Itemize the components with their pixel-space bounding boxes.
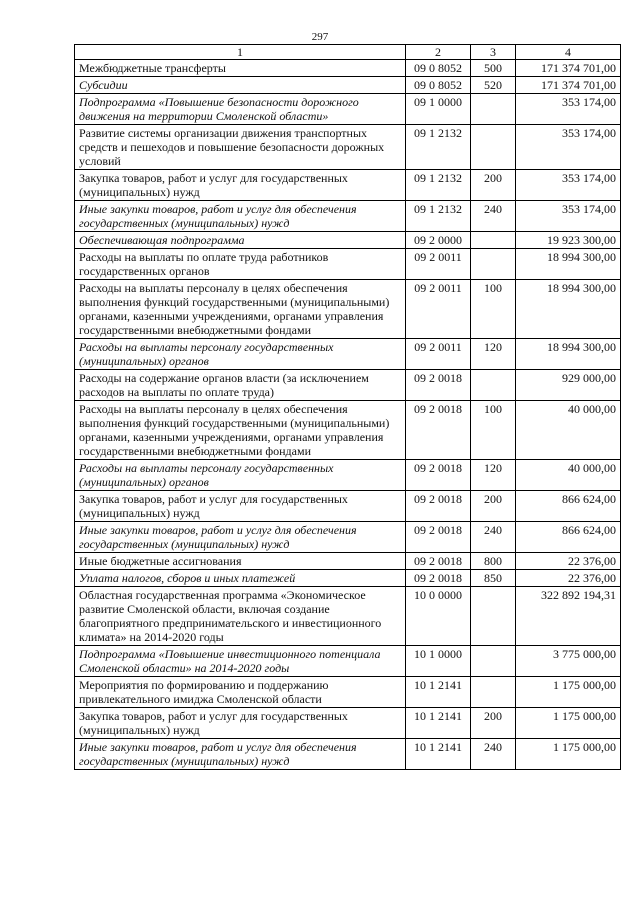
row-name-cell: Мероприятия по формированию и поддержанию привлекательного имиджа Смоленской области [75, 677, 406, 708]
row-amount-cell: 171 374 701,00 [516, 60, 621, 77]
table-row [75, 370, 621, 401]
table-body [75, 60, 621, 770]
row-name-cell: Уплата налогов, сборов и иных платежей [75, 570, 406, 587]
row-amount-cell: 22 376,00 [516, 553, 621, 570]
row-amount-cell: 1 175 000,00 [516, 708, 621, 739]
row-name-cell: Подпрограмма «Повышение инвестиционного потенциала Смоленской области» на 2014-2020 годы [75, 646, 406, 677]
row-amount-cell: 866 624,00 [516, 491, 621, 522]
row-code-cell: 09 2 0011 [406, 249, 471, 280]
row-type-cell [471, 677, 516, 708]
row-type-cell: 100 [471, 401, 516, 460]
row-name-cell: Иные закупки товаров, работ и услуг для обеспечения государственных (муниципальных) нужд [75, 201, 406, 232]
row-code-cell: 09 2 0018 [406, 370, 471, 401]
row-type-cell [471, 370, 516, 401]
table-header-row [75, 45, 621, 60]
row-amount-cell: 40 000,00 [516, 460, 621, 491]
row-code-cell: 09 2 0018 [406, 553, 471, 570]
row-amount-cell: 171 374 701,00 [516, 77, 621, 94]
row-amount-cell: 18 994 300,00 [516, 249, 621, 280]
table-row [75, 77, 621, 94]
row-code-cell: 09 0 8052 [406, 60, 471, 77]
row-type-cell [471, 587, 516, 646]
row-code-cell: 09 1 2132 [406, 170, 471, 201]
table-row [75, 280, 621, 339]
row-amount-cell: 18 994 300,00 [516, 339, 621, 370]
row-amount-cell: 353 174,00 [516, 170, 621, 201]
row-code-cell: 09 2 0011 [406, 339, 471, 370]
row-amount-cell: 353 174,00 [516, 125, 621, 170]
row-code-cell: 09 2 0011 [406, 280, 471, 339]
table-row [75, 94, 621, 125]
row-type-cell: 100 [471, 280, 516, 339]
row-name-cell: Закупка товаров, работ и услуг для государственных (муниципальных) нужд [75, 708, 406, 739]
row-name-cell: Межбюджетные трансферты [75, 60, 406, 77]
row-name-cell: Иные закупки товаров, работ и услуг для обеспечения государственных (муниципальных) нужд [75, 739, 406, 770]
row-code-cell: 09 1 2132 [406, 125, 471, 170]
row-name-cell: Расходы на выплаты персоналу в целях обеспечения выполнения функций государственными (муниципальными) органами, казенными учреждениями, органами управления государственными внебюджетными фондами [75, 401, 406, 460]
table-row [75, 201, 621, 232]
table-row [75, 460, 621, 491]
table-row [75, 125, 621, 170]
row-type-cell: 520 [471, 77, 516, 94]
row-name-cell: Субсидии [75, 77, 406, 94]
column-header-code: 2 [406, 45, 471, 60]
row-amount-cell: 353 174,00 [516, 201, 621, 232]
table-row [75, 249, 621, 280]
row-name-cell: Расходы на выплаты персоналу в целях обеспечения выполнения функций государственными (муниципальными) органами, казенными учреждениями, органами управления государственными внебюджетными фондами [75, 280, 406, 339]
table-row [75, 739, 621, 770]
row-amount-cell: 18 994 300,00 [516, 280, 621, 339]
table-row [75, 491, 621, 522]
row-name-cell: Иные закупки товаров, работ и услуг для обеспечения государственных (муниципальных) нужд [75, 522, 406, 553]
row-type-cell [471, 249, 516, 280]
row-code-cell: 09 2 0018 [406, 401, 471, 460]
row-type-cell: 200 [471, 170, 516, 201]
row-code-cell: 09 2 0018 [406, 522, 471, 553]
page-number: 297 [311, 31, 329, 43]
table-row [75, 170, 621, 201]
table-row [75, 401, 621, 460]
row-type-cell: 800 [471, 553, 516, 570]
budget-table [74, 44, 621, 770]
row-code-cell: 09 2 0018 [406, 570, 471, 587]
row-code-cell: 10 1 2141 [406, 739, 471, 770]
row-amount-cell: 1 175 000,00 [516, 677, 621, 708]
row-code-cell: 09 1 0000 [406, 94, 471, 125]
row-type-cell: 240 [471, 739, 516, 770]
row-name-cell: Развитие системы организации движения транспортных средств и пешеходов и повышение безопасности дорожных условий [75, 125, 406, 170]
row-name-cell: Расходы на выплаты персоналу государственных (муниципальных) органов [75, 339, 406, 370]
row-name-cell: Расходы на выплаты по оплате труда работников государственных органов [75, 249, 406, 280]
row-name-cell: Расходы на выплаты персоналу государственных (муниципальных) органов [75, 460, 406, 491]
row-code-cell: 10 1 0000 [406, 646, 471, 677]
row-code-cell: 10 0 0000 [406, 587, 471, 646]
row-type-cell [471, 232, 516, 249]
row-amount-cell: 322 892 194,31 [516, 587, 621, 646]
row-amount-cell: 929 000,00 [516, 370, 621, 401]
row-type-cell [471, 125, 516, 170]
column-header-amount: 4 [516, 45, 621, 60]
table-row [75, 570, 621, 587]
table-row [75, 677, 621, 708]
row-type-cell: 240 [471, 201, 516, 232]
row-amount-cell: 866 624,00 [516, 522, 621, 553]
row-type-cell: 200 [471, 491, 516, 522]
row-name-cell: Обеспечивающая подпрограмма [75, 232, 406, 249]
table-row [75, 708, 621, 739]
row-code-cell: 09 0 8052 [406, 77, 471, 94]
row-code-cell: 09 2 0000 [406, 232, 471, 249]
row-amount-cell: 40 000,00 [516, 401, 621, 460]
row-code-cell: 09 1 2132 [406, 201, 471, 232]
row-code-cell: 10 1 2141 [406, 677, 471, 708]
table-row [75, 232, 621, 249]
row-type-cell: 200 [471, 708, 516, 739]
row-type-cell [471, 646, 516, 677]
row-amount-cell: 1 175 000,00 [516, 739, 621, 770]
row-name-cell: Расходы на содержание органов власти (за исключением расходов на выплаты по оплате труда) [75, 370, 406, 401]
row-amount-cell: 22 376,00 [516, 570, 621, 587]
row-type-cell: 120 [471, 339, 516, 370]
row-type-cell: 240 [471, 522, 516, 553]
row-type-cell: 850 [471, 570, 516, 587]
row-name-cell: Областная государственная программа «Экономическое развитие Смоленской области, включая создание благоприятного предпринимательского и инвестиционного климата» на 2014-2020 годы [75, 587, 406, 646]
table-row [75, 553, 621, 570]
table-row [75, 646, 621, 677]
row-name-cell: Иные бюджетные ассигнования [75, 553, 406, 570]
column-header-name: 1 [75, 45, 406, 60]
row-name-cell: Закупка товаров, работ и услуг для государственных (муниципальных) нужд [75, 170, 406, 201]
row-name-cell: Закупка товаров, работ и услуг для государственных (муниципальных) нужд [75, 491, 406, 522]
row-name-cell: Подпрограмма «Повышение безопасности дорожного движения на территории Смоленской области» [75, 94, 406, 125]
table-row [75, 60, 621, 77]
row-amount-cell: 353 174,00 [516, 94, 621, 125]
row-type-cell [471, 94, 516, 125]
column-header-type: 3 [471, 45, 516, 60]
row-code-cell: 09 2 0018 [406, 491, 471, 522]
row-type-cell: 120 [471, 460, 516, 491]
row-amount-cell: 3 775 000,00 [516, 646, 621, 677]
row-code-cell: 10 1 2141 [406, 708, 471, 739]
row-type-cell: 500 [471, 60, 516, 77]
row-code-cell: 09 2 0018 [406, 460, 471, 491]
table-row [75, 339, 621, 370]
table-row [75, 587, 621, 646]
table-row [75, 522, 621, 553]
row-amount-cell: 19 923 300,00 [516, 232, 621, 249]
